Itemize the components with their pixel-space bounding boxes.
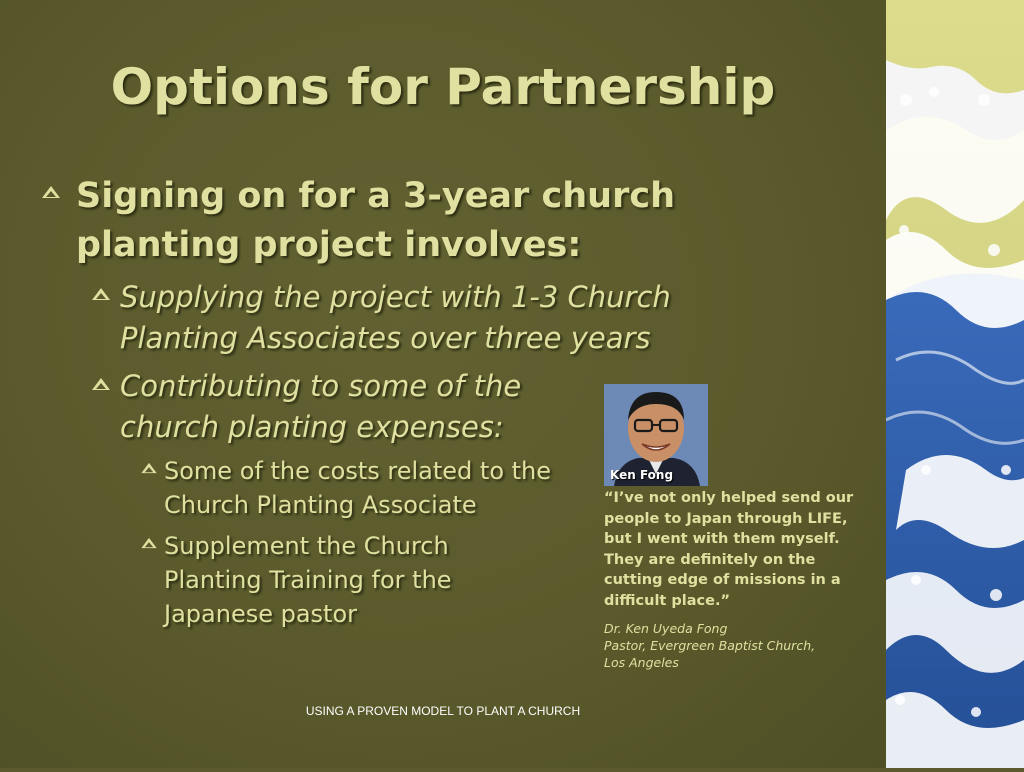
bullet-level2-expenses: Contributing to some of the church planting expenses: [120, 369, 522, 444]
attribution-name: Dr. Ken Uyeda Fong [604, 621, 728, 636]
slide-footer: USING A PROVEN MODEL TO PLANT A CHURCH [305, 704, 581, 718]
bullet-marker-icon [141, 463, 156, 473]
bullet-marker-icon [92, 378, 110, 390]
bullet-marker-icon [92, 288, 110, 300]
bullet-level2-associates: Supplying the project with 1-3 Church Planting Associates over three years [120, 280, 671, 355]
photo-label: Ken Fong [610, 468, 674, 482]
bullet-level3-training: Supplement the Church Planting Training for the Japanese pastor [164, 532, 452, 628]
slide-title: Options for Partnership [110, 58, 776, 116]
attribution-city: Los Angeles [604, 655, 679, 670]
testimonial-quote: “I’ve not only helped send our people to Japan through LIFE, but I went with them myself. They are definitely on the cutting edge of missions in a difficult place.” [604, 490, 854, 609]
attribution-role: Pastor, Evergreen Baptist Church, [604, 638, 816, 653]
wave-art-icon [886, 0, 1024, 768]
wave-decoration [886, 0, 1024, 768]
quote-attribution [604, 620, 864, 671]
bullet-marker-icon [141, 538, 156, 548]
bullet-marker-icon [42, 186, 60, 198]
bullet-level3-costs: Some of the costs related to the Church Planting Associate [164, 457, 552, 519]
portrait-photo [604, 384, 708, 486]
bullet-level1: Signing on for a 3-year church planting project involves: [76, 176, 675, 265]
